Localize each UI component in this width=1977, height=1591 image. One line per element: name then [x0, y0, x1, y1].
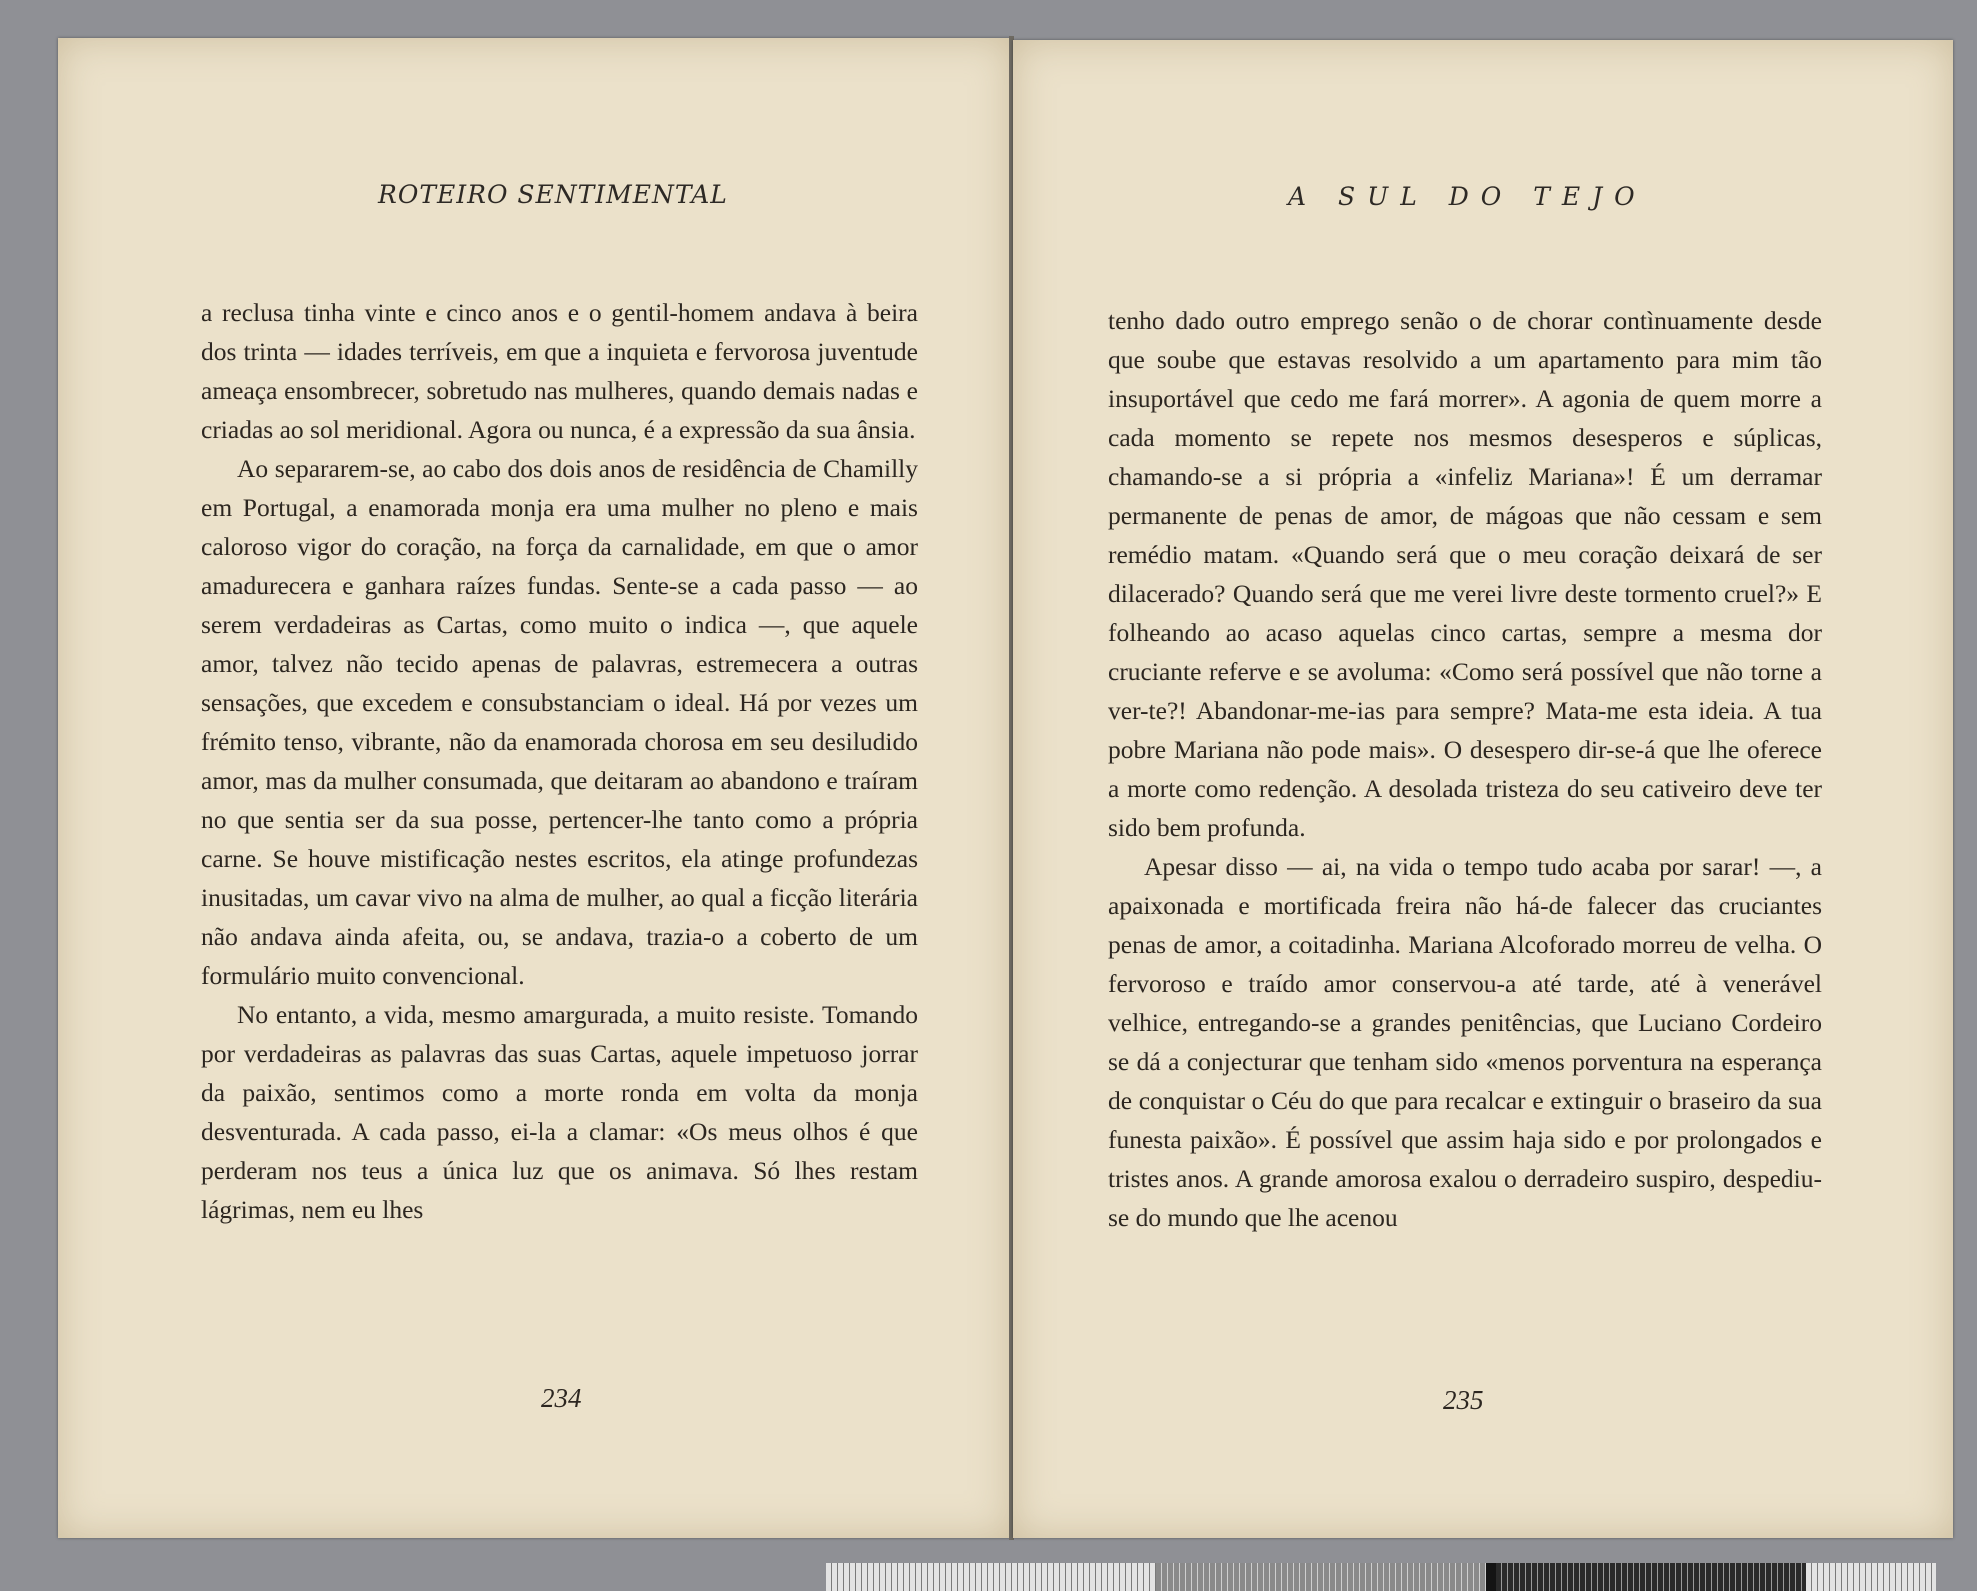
- left-page-number: 234: [541, 1383, 582, 1413]
- left-running-head: ROTEIRO SENTIMENTAL: [378, 180, 728, 209]
- right-page-number: 235: [1443, 1385, 1484, 1415]
- left-body-text: [201, 293, 918, 1229]
- scale-ruler: [826, 1563, 1936, 1591]
- paragraph: Ao separarem-se, ao cabo dos dois anos de residência de Chamilly em Portugal, a enamorada monja era uma mulher no pleno e mais caloroso vigor do coração, na força da carnalidade, em que o amor amadurecera e ganhara raízes fundas. Sente-se a cada passo — ao serem verdadeiras as Cartas, como muito o indica —, que aquele amor, talvez não tecido apenas de palavras, estremecera a outras sensações, que excedem e consubstanciam o ideal. Há por vezes um frémito tenso, vibrante, não da enamorada chorosa em seu desiludido amor, mas da mulher consumada, que deitaram ao abandono e traíram no que sentia ser da sua posse, pertencer-lhe tanto como a própria carne. Se houve mistificação nestes escritos, ela atinge profundezas inusitadas, um cavar vivo na alma de mulher, ao qual a ficção literária não andava ainda afeita, ou, se andava, trazia-o a coberto de um formulário muito convencional.: [201, 454, 918, 990]
- paragraph: tenho dado outro emprego senão o de chorar contìnuamente desde que soube que estavas resolvido a um apartamento para mim tão insuportável que cedo me fará morrer». A agonia de quem morre a cada momento se repete nos mesmos desesperos e súplicas, chamando-se a si própria a «infeliz Mariana»! É um derramar permanente de penas de amor, de mágoas que não cessam e sem remédio matam. «Quando será que o meu coração deixará de ser dilacerado? Quando será que me verei livre deste tormento cruel?» E folheando ao acaso aquelas cinco cartas, sempre a mesma dor cruciante referve e se avoluma: «Como será possível que não torne a ver-te?! Abandonar-me-ias para sempre? Mata-me esta ideia. A tua pobre Mariana não pode mais». O desespero dir-se-á que lhe oferece a morte como redenção. A desolada tristeza do seu cativeiro deve ter sido bem profunda.: [1108, 306, 1822, 842]
- ruler-segment: [1156, 1563, 1486, 1591]
- right-running-head: A SUL DO TEJO: [1288, 182, 1647, 211]
- paragraph: No entanto, a vida, mesmo amargurada, a muito resiste. Tomando por verdadeiras as palavras das suas Cartas, aquele impetuoso jorrar da paixão, sentimos como a morte ronda em volta da monja desventurada. A cada passo, ei-la a clamar: «Os meus olhos é que perderam nos teus a única luz que os animava. Só lhes restam lágrimas, nem eu lhes: [201, 1000, 918, 1224]
- ruler-segment: [1806, 1563, 1936, 1591]
- right-page: [1013, 40, 1953, 1538]
- left-page: [58, 38, 1011, 1538]
- ruler-segment: [1496, 1563, 1806, 1591]
- ruler-segment: [1486, 1563, 1496, 1591]
- paragraph: Apesar disso — ai, na vida o tempo tudo acaba por sarar! —, a apaixonada e mortificada freira não há-de falecer das cruciantes penas de amor, a coitadinha. Mariana Alcoforado morreu de velha. O fervoroso e traído amor conservou-a até tarde, até à venerável velhice, entregando-se a grandes penitências, que Luciano Cordeiro se dá a conjecturar que tenham sido «menos porventura na esperança de conquistar o Céu do que para recalcar e extinguir o braseiro da sua funesta paixão». É possível que assim haja sido e por prolongados e tristes anos. A grande amorosa exalou o derradeiro suspiro, despediu-se do mundo que lhe acenou: [1108, 852, 1822, 1232]
- ruler-segment: [826, 1563, 1156, 1591]
- right-body-text: [1108, 301, 1822, 1237]
- paragraph: a reclusa tinha vinte e cinco anos e o gentil-homem andava à beira dos trinta — idades terríveis, em que a inquieta e fervorosa juventude ameaça ensombrecer, sobretudo nas mulheres, quando demais nadas e criadas ao sol meridional. Agora ou nunca, é a expressão da sua ânsia.: [201, 298, 918, 444]
